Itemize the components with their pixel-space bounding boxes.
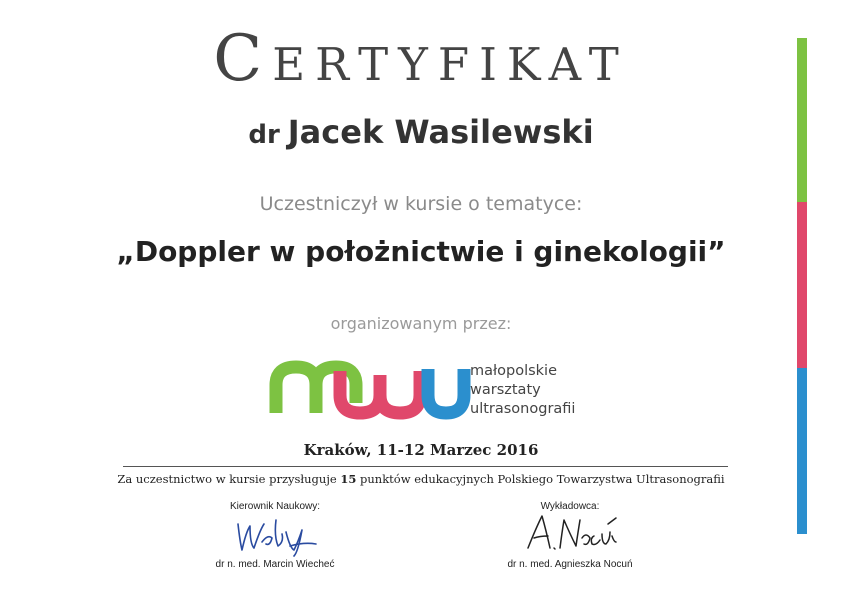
side-bar-green [797, 38, 807, 202]
side-bar-pink [797, 202, 807, 368]
signature-nocun [524, 512, 624, 556]
signature-role-scientific-lead: Kierownik Naukowy: [229, 501, 321, 512]
side-bar-blue [797, 368, 807, 534]
organizer-name-line: małopolskie [470, 363, 558, 379]
recipient [0, 113, 842, 151]
recipient-prefix: dr [248, 120, 280, 150]
divider [123, 466, 728, 467]
points-statement [0, 472, 842, 486]
points-text-before: Za uczestnictwo w kursie przysługuje [117, 472, 341, 486]
organizer-name [470, 362, 575, 419]
course-intro: Uczestniczył w kursie o tematyce: [259, 193, 583, 215]
signature-wiechec [232, 512, 322, 558]
organizer-name-line: ultrasonografii [470, 401, 576, 417]
logo-u-shape [428, 369, 464, 413]
certificate-title: Certyfikat [213, 22, 629, 96]
course-title: „Doppler w położnictwie i ginekologii” [116, 235, 726, 268]
points-text-after: punktów edukacyjnych Polskiego Towarzystwa Ultrasonografii [356, 472, 725, 486]
signature-role-lecturer: Wykładowca: [540, 501, 600, 512]
recipient-name: Jacek Wasilewski [287, 113, 594, 151]
points-value: 15 [340, 472, 357, 486]
signature-name-lecturer: dr n. med. Agnieszka Nocuń [507, 559, 633, 570]
signature-name-scientific-lead: dr n. med. Marcin Wiecheć [215, 559, 335, 570]
organizer-name-line: warsztaty [470, 382, 541, 398]
place-date: Kraków, 11-12 Marzec 2016 [303, 441, 539, 459]
organizer-intro: organizowanym przez: [330, 314, 512, 333]
